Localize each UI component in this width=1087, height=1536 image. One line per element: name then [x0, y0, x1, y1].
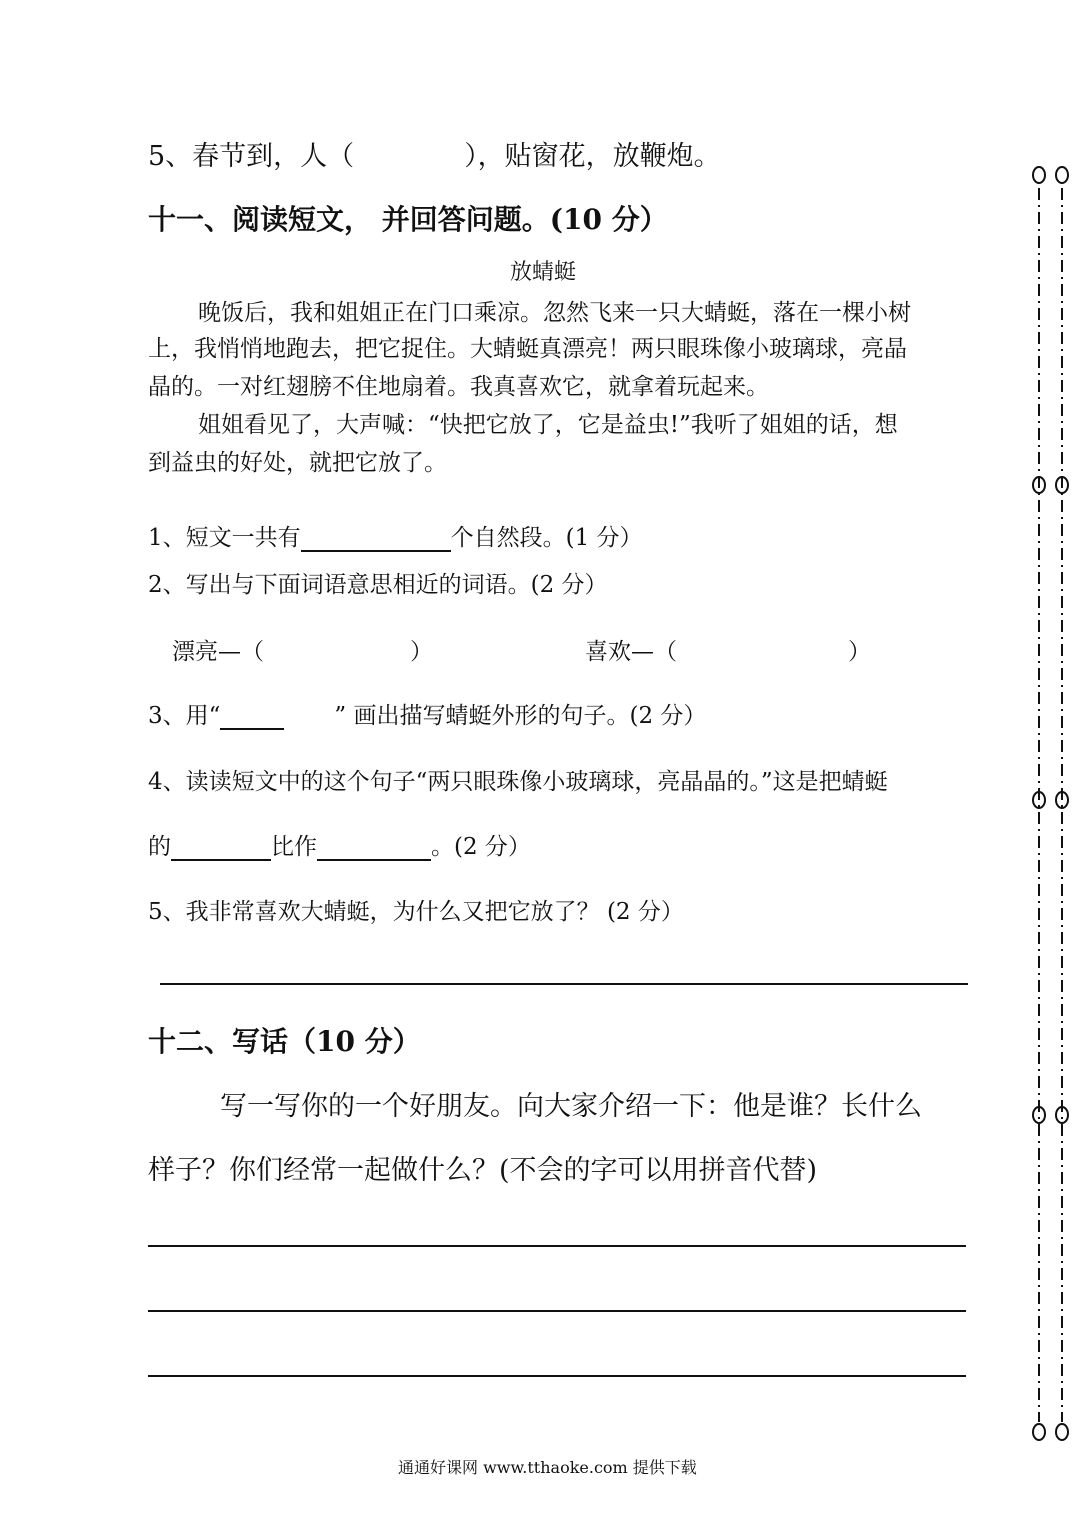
question-4-line1: 4、读读短文中的这个句子“两只眼珠像小玻璃球，亮晶晶的。”这是把蜻蜓	[148, 769, 888, 795]
question-4-text-b: 比作	[271, 834, 317, 860]
question-2-close-paren-2: ）	[848, 639, 871, 665]
question-3-text-end: ” 画出描写蜻蜓外形的句子。(2 分）	[334, 703, 707, 729]
question-2-word-xihuan: 喜欢—（	[585, 639, 677, 665]
question-2-close-paren-1: ）	[410, 639, 433, 665]
question-5-fill-line	[148, 134, 721, 173]
question-4-blank-1[interactable]	[171, 835, 271, 861]
writing-prompt-line1: 写一写你的一个好朋友。向大家介绍一下：他是谁？长什么	[220, 1091, 922, 1122]
section-12-heading: 十二、写话（10 分）	[148, 1025, 421, 1058]
question-3	[148, 697, 706, 730]
question-2-word-piaoliang: 漂亮—（	[172, 639, 264, 665]
question-1-text-end: 个自然段。(1 分）	[450, 525, 643, 551]
question-2: 2、写出与下面词语意思相近的词语。(2 分）	[148, 572, 608, 598]
passage-p1-line2: 上，我悄悄地跑去，把它捉住。大蜻蜓真漂亮！两只眼珠像小玻璃球，亮晶	[148, 336, 907, 362]
writing-line-1[interactable]	[148, 1245, 966, 1247]
writing-line-2[interactable]	[148, 1310, 966, 1312]
question-1	[148, 519, 643, 552]
passage-p1-line3: 晶的。一对红翅膀不住地扇着。我真喜欢它，就拿着玩起来。	[148, 374, 769, 400]
footer-source: 通通好课网 www.tthaoke.com 提供下载	[398, 1458, 697, 1477]
section-11-heading: 十一、阅读短文， 并回答问题。(10 分）	[148, 203, 668, 236]
passage-p2-line2: 到益虫的好处，就把它放了。	[148, 450, 447, 476]
question-4-line2	[148, 828, 531, 861]
passage-p1-line1: 晚饭后，我和姐姐正在门口乘凉。忽然飞来一只大蜻蜓，落在一棵小树	[198, 300, 911, 326]
question-4-blank-2[interactable]	[317, 835, 431, 861]
question-4-text-a: 的	[148, 834, 171, 860]
writing-prompt-line2: 样子？你们经常一起做什么？(不会的字可以用拼音代替)	[148, 1155, 818, 1186]
binding-margin-decoration	[1020, 150, 1080, 1450]
writing-line-3[interactable]	[148, 1375, 966, 1377]
question-3-line-sample	[220, 704, 284, 730]
question-5-text-end: ），贴窗花，放鞭炮。	[464, 141, 721, 172]
question-5-text-start: 5、春节到，人（	[148, 141, 355, 172]
question-5: 5、我非常喜欢大蜻蜓，为什么又把它放了？ (2 分）	[148, 899, 684, 925]
question-1-answer-blank[interactable]	[301, 526, 451, 552]
passage-p2-line1: 姐姐看见了，大声喊：“快把它放了，它是益虫!”我听了姐姐的话，想	[198, 412, 898, 438]
question-5-answer-line[interactable]	[160, 983, 968, 985]
question-1-text-start: 1、短文一共有	[148, 525, 301, 551]
passage-title: 放蜻蜓	[510, 260, 577, 285]
question-4-text-c: 。(2 分）	[431, 834, 531, 860]
question-3-text-start: 3、用“	[148, 703, 221, 729]
